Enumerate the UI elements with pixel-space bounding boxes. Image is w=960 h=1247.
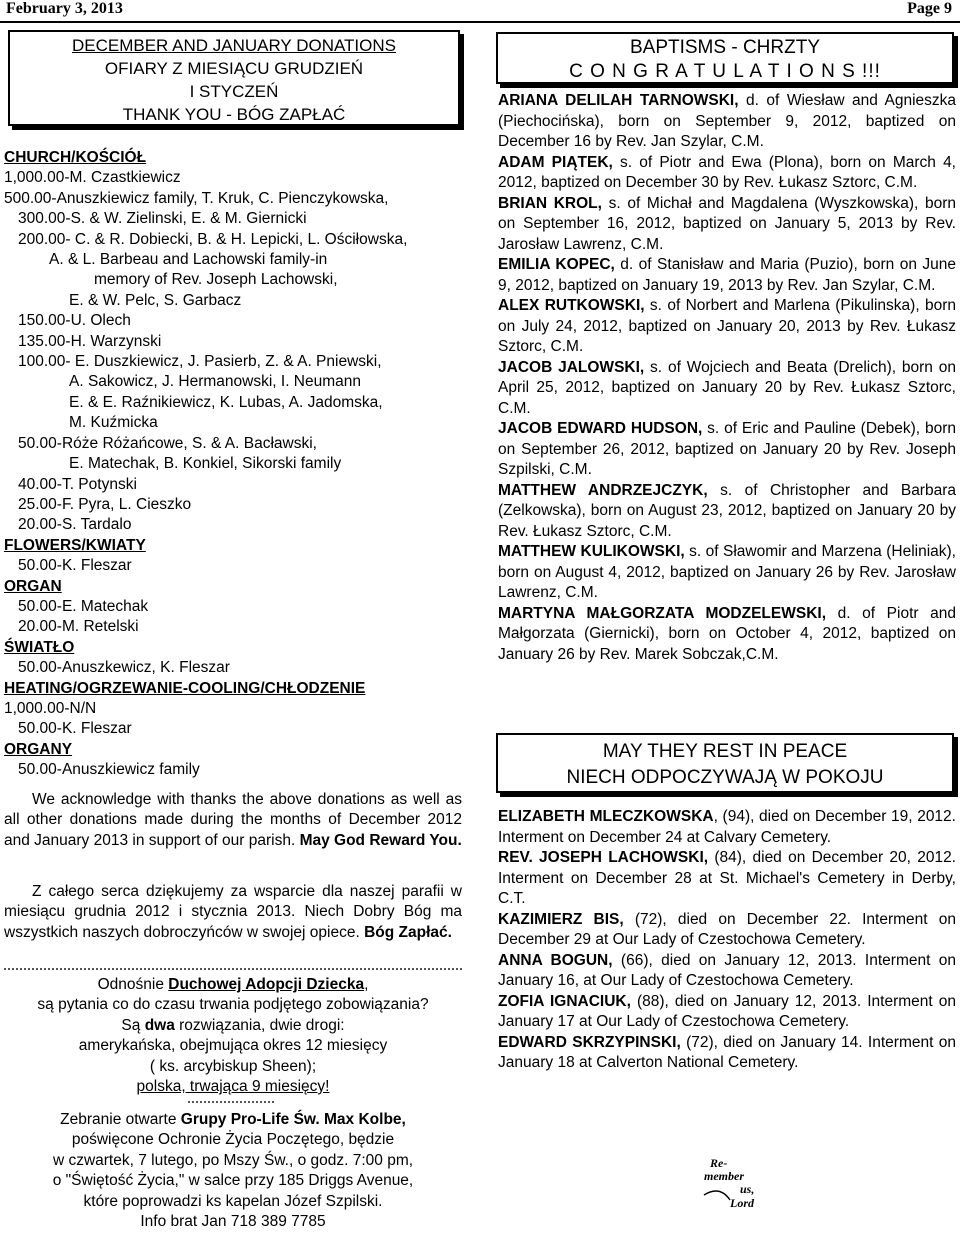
adoption-text: ( ks. arcybiskup Sheen); (149, 1057, 317, 1075)
baptism-name: MATTHEW ANDRZEJCZYK, (498, 481, 708, 499)
baptism-name: ADAM PIĄTEK, (498, 153, 613, 171)
adoption-text: amerykańska, obejmująca okres 12 miesięcy (78, 1037, 388, 1055)
donation-row: 100.00- E. Duszkiewicz, J. Pasierb, Z. & A. Pniewski, (18, 353, 382, 371)
baptism-entry (498, 604, 956, 666)
baptism-entry (498, 153, 956, 194)
baptism-name: JACOB EDWARD HUDSON, (498, 420, 703, 437)
header-rule (0, 21, 960, 23)
obituary-details: (66), died on January 12, 2013. Interment on January 16, at Our Lady of Czestochowa Cemetery. (498, 951, 956, 989)
obituary-details: (72), died on December 22. Interment on December 29 at Our Lady of Czestochowa Cemetery. (498, 910, 956, 948)
adoption-count: dwa (144, 1016, 175, 1034)
prolife-text: które poprowadzi ks kapelan Józef Szpilski. (83, 1192, 383, 1210)
acknowledgement-en-text: We acknowledge with thanks the above donations as well as all other donations made during the months of December 2012 and January 2013 in support of our parish. (4, 791, 462, 849)
prolife-text: Zebranie otwarte (60, 1111, 181, 1128)
acknowledgement-en (4, 790, 462, 851)
donations-title-line: I STYCZEŃ (189, 82, 279, 101)
baptism-entry (498, 481, 956, 543)
donations-title-line: OFIARY Z MIESIĄCU GRUDZIEŃ (104, 59, 364, 78)
donation-row: 500.00-Anuszkiewicz family, T. Kruk, C. Pienczykowska, (4, 189, 389, 207)
baptism-entry (498, 91, 956, 153)
prolife-text: o "Świętość Życia," w salce przy 185 Driggs Avenue, (52, 1172, 414, 1190)
donations-title-line: DECEMBER AND JANUARY DONATIONS (71, 36, 396, 55)
donation-row: 20.00-M. Retelski (18, 618, 139, 636)
remember-us-lord-logo (700, 1155, 790, 1215)
baptism-entry (498, 296, 956, 358)
obituary-entry (498, 807, 956, 848)
donation-row: 300.00-S. & W. Zielinski, E. & M. Giernicki (18, 210, 307, 228)
baptism-name: EMILIA KOPEC, (498, 256, 615, 273)
obituary-name: EDWARD SKRZYPINSKI, (498, 1033, 681, 1051)
obituary-entry (498, 1033, 956, 1074)
acknowledgement-en-blessing: May God Reward You. (299, 831, 462, 849)
baptism-name: BRIAN KROL, (498, 194, 602, 212)
baptism-entry (498, 358, 956, 420)
rip-list (498, 807, 956, 1074)
baptisms-subtitle: C O N G R A T U L A T I O N S !!! (569, 61, 881, 82)
obituary-name: REV. JOSEPH LACHOWSKI, (498, 849, 709, 866)
obituary-details: (72), died on January 14. Interment on January 18 at Calverton National Cemetery. (498, 1033, 956, 1071)
logo-line: us, (740, 1182, 755, 1196)
donation-row: 50.00-K. Fleszar (18, 720, 132, 738)
baptism-details: d. of Wiesław and Agnieszka (Piechocińska), born on September 9, 2012, baptized on December 16 by Rev. Jan Szylar, C.M. (498, 92, 957, 150)
prolife-text: poświęcone Ochronie Życia Poczętego, będzie (71, 1131, 395, 1149)
obituary-details: , (94), died on December 19, 2012. Interment on December 24 at Calvary Cemetery. (498, 808, 956, 846)
donation-row: 1,000.00-M. Czastkiewicz (4, 169, 181, 187)
adoption-text: rozwiązania, dwie drogi: (174, 1016, 345, 1034)
rip-title: MAY THEY REST IN PEACE (602, 741, 848, 762)
baptism-details: s. of Wojciech and Beata (Drelich), born on April 25, 2012, baptized on January 20 by Rev. Łukasz Sztorc, C.M. (498, 358, 956, 417)
obituary-entry (498, 848, 956, 910)
baptism-name: MARTYNA MAŁGORZATA MODZELEWSKI, (498, 604, 826, 622)
logo-line: Lord (730, 1196, 754, 1210)
adoption-title: Duchowej Adopcji Dziecka (168, 976, 365, 993)
prolife-group: Grupy Pro-Life Św. Max Kolbe, (180, 1111, 406, 1128)
donation-row: 135.00-H. Warzynski (18, 332, 162, 350)
donation-row: 1,000.00-N/N (4, 699, 97, 717)
donation-row: 50.00-E. Matechak (18, 597, 149, 615)
logo-flourish (704, 1191, 730, 1200)
donation-row: 50.00-K. Fleszar (18, 557, 132, 575)
adoption-text: Są (121, 1016, 145, 1034)
donation-section-heading: FLOWERS/KWIATY (4, 536, 146, 554)
donation-row: E. & W. Pelc, S. Garbacz (69, 291, 242, 309)
acknowledgement-pl-blessing: Bóg Zapłać. (364, 923, 452, 941)
baptism-details: s. of Norbert and Marlena (Pikulinska), born on July 24, 2012, baptized on January 20, 2013 by Rev. Łukasz Sztorc, C.M. (498, 297, 956, 355)
spiritual-adoption-notice (4, 975, 462, 1097)
rip-title-box (496, 733, 954, 793)
baptisms-list (498, 91, 956, 665)
issue-date: February 3, 2013 (6, 0, 123, 17)
donation-row: M. Kuźmicka (69, 414, 158, 432)
donation-row: 20.00-S. Tardalo (18, 516, 132, 534)
donation-row: 200.00- C. & R. Dobiecki, B. & H. Lepicki, L. Ościłowska, (18, 230, 408, 248)
donation-row: A. & L. Barbeau and Lachowski family-in (49, 251, 328, 269)
prolife-notice (4, 1110, 462, 1232)
donation-section-heading: CHURCH/KOŚCIÓŁ (4, 149, 147, 166)
baptisms-title-box (496, 32, 954, 84)
adoption-text: , (364, 976, 369, 993)
donation-row: 40.00-T. Potynski (18, 475, 137, 493)
baptism-details: s. of Piotr and Ewa (Plona), born on March 4, 2012, baptized on December 30 by Rev. Łukasz Sztorc, C.M. (498, 153, 956, 191)
baptism-entry (498, 542, 956, 604)
donation-section-heading: ORGAN (4, 577, 62, 595)
page-number: Page 9 (907, 0, 952, 17)
obituary-entry (498, 910, 956, 951)
donation-row: E. Matechak, B. Konkiel, Sikorski family (69, 455, 342, 473)
baptism-name: JACOB JALOWSKI, (498, 358, 645, 376)
baptism-entry (498, 419, 956, 481)
adoption-text: są pytania co do czasu trwania podjętego zobowiązania? (37, 996, 429, 1014)
logo-line: Re- (710, 1156, 728, 1170)
baptism-entry (498, 255, 956, 296)
obituary-details: (88), died on January 12, 2013. Interment on January 17 at Our Lady of Czestochowa Cemetery. (498, 992, 956, 1030)
donation-row: 150.00-U. Olech (18, 312, 131, 330)
donation-row: 50.00-Anuszkiewicz family (18, 761, 200, 779)
baptism-details: s. of Michał and Magdalena (Wyszkowska), born on September 16, 2012, baptized on January 5, 2013 by Rev. Jarosław Lawrenz, C.M. (498, 194, 956, 253)
donation-row: 25.00-F. Pyra, L. Cieszko (18, 495, 192, 513)
donation-row: 50.00-Anuszkewicz, K. Fleszar (18, 659, 230, 677)
donation-row: E. & E. Raźnikiewicz, K. Lubas, A. Jadomska, (69, 393, 383, 411)
baptism-name: ARIANA DELILAH TARNOWSKI, (498, 92, 739, 109)
donation-row: 50.00-Róże Różańcowe, S. & A. Bacławski, (18, 434, 317, 452)
donation-row: A. Sakowicz, J. Hermanowski, I. Neumann (69, 373, 362, 391)
donation-section-heading: ORGANY (4, 740, 73, 758)
section-divider (4, 968, 462, 970)
baptism-name: ALEX RUTKOWSKI, (498, 297, 645, 314)
baptisms-title: BAPTISMS - CHRZTY (629, 37, 820, 58)
obituary-name: KAZIMIERZ BIS, (498, 910, 624, 928)
donation-section-heading: ŚWIATŁO (4, 638, 75, 656)
baptism-details: d. of Stanisław and Maria (Puzio), born on June 9, 2012, baptized on January 19, 2013 by Rev. Jan Szylar, C.M. (498, 256, 957, 294)
donations-title-box (8, 30, 460, 126)
donation-row: memory of Rev. Joseph Lachowski, (94, 271, 338, 289)
baptism-details: s. of Eric and Pauline (Debek), born on September 26, 2012, baptized on January 20 by Rev. Joseph Szpilski, C.M. (498, 420, 956, 478)
rip-subtitle: NIECH ODPOCZYWAJĄ W POKOJU (566, 767, 884, 788)
obituary-name: ZOFIA IGNACIUK, (498, 992, 631, 1010)
logo-line: member (704, 1169, 744, 1183)
obituary-name: ELIZABETH MLECZKOWSKA (498, 808, 714, 825)
section-divider (188, 1101, 274, 1103)
baptism-entry (498, 194, 956, 256)
adoption-text: Odnośnie (97, 976, 169, 993)
donation-section-heading: HEATING/OGRZEWANIE-COOLING/CHŁODZENIE (4, 679, 366, 697)
prolife-contact: Info brat Jan 718 389 7785 (140, 1213, 326, 1231)
obituary-entry (498, 951, 956, 992)
page-header (0, 0, 960, 22)
prolife-text: w czwartek, 7 lutego, po Mszy Św., o godz. 7:00 pm, (52, 1151, 414, 1169)
donations-list (4, 148, 466, 781)
acknowledgement-pl (4, 882, 462, 943)
obituary-entry (498, 992, 956, 1033)
baptism-details: s. of Sławomir and Marzena (Heliniak), born on August 4, 2012, baptized on January 26 by Rev. Jarosław Lawrenz, C.M. (498, 543, 956, 601)
obituary-details: (84), died on December 20, 2012. Interment on December 28 at St. Michael's Cemetery in Derby, C.T. (498, 849, 956, 907)
obituary-name: ANNA BOGUN, (498, 951, 613, 969)
acknowledgement-pl-text: Z całego serca dziękujemy za wsparcie dla naszej parafii w miesiącu grudnia 2012 i stycznia 2013. Niech Dobry Bóg ma wszystkich naszych dobroczyńców w swojej opiece. (4, 883, 462, 941)
baptism-name: MATTHEW KULIKOWSKI, (498, 543, 685, 560)
baptism-details: s. of Christopher and Barbara (Zelkowska), born on August 23, 2012, baptized on January 20 by Rev. Łukasz Sztorc, C.M. (498, 481, 956, 540)
adoption-text: polska, trwająca 9 miesięcy! (136, 1078, 330, 1096)
donations-title-line: THANK YOU - BÓG ZAPŁAĆ (122, 105, 346, 124)
baptism-details: d. of Piotr and Małgorzata (Giernicki), born on October 4, 2012, baptized on January 26 by Rev. Marek Sobczak,C.M. (498, 604, 956, 663)
